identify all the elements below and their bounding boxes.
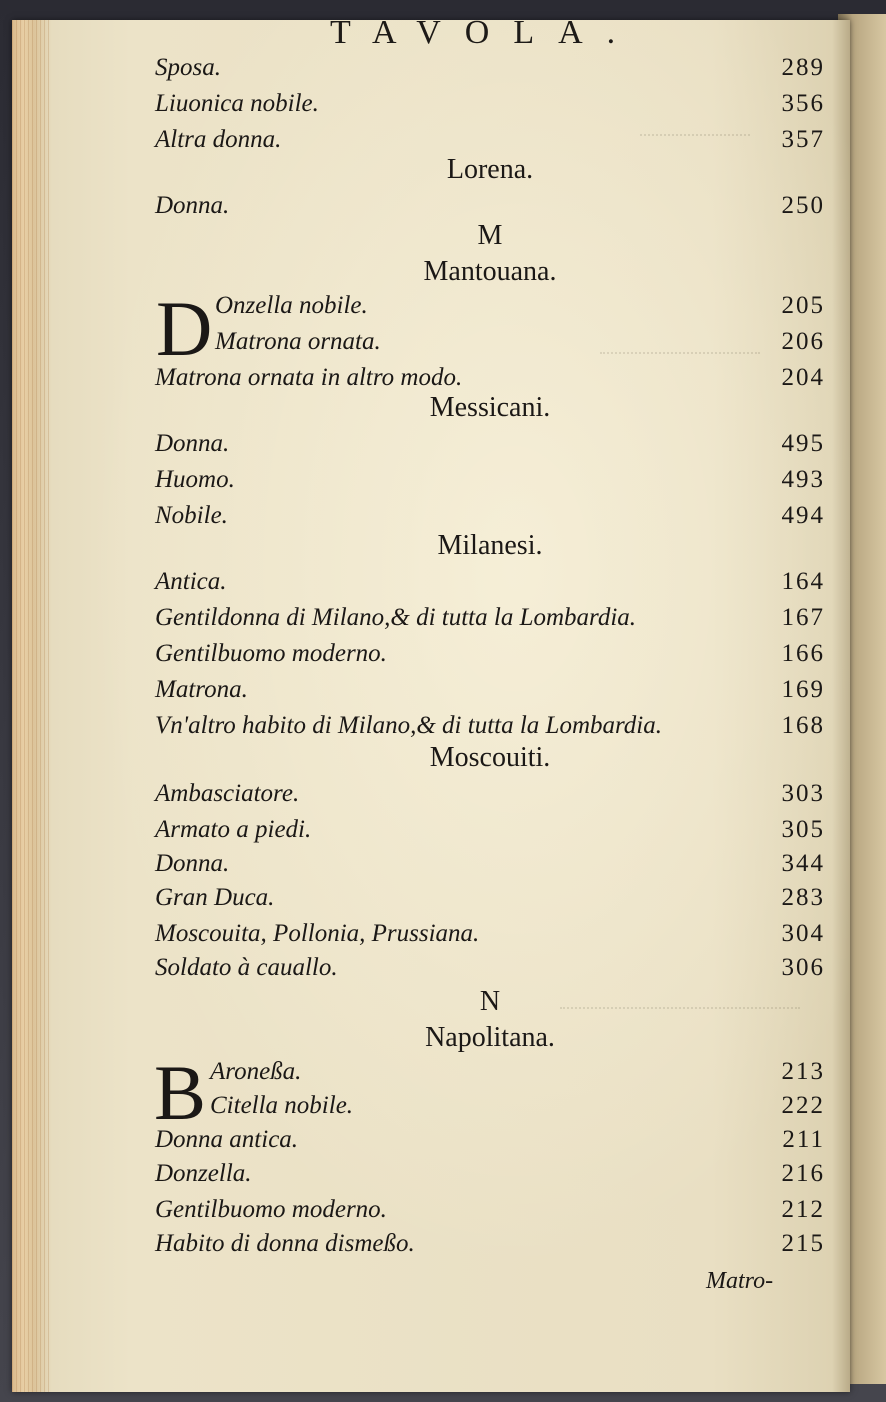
entry-page-number: 493 (781, 466, 825, 493)
entry-label: Armato a piedi. (155, 816, 312, 843)
entry-page-number: 204 (781, 364, 825, 391)
index-entry (155, 1126, 825, 1162)
index-entry (155, 850, 825, 886)
entry-label: Matrona. (155, 676, 248, 703)
entry-label: Gentilbuomo moderno. (155, 1196, 387, 1223)
section-heading-moscouiti: Moscouiti. (429, 742, 551, 773)
index-entry (155, 568, 825, 604)
entry-page-number: 304 (781, 920, 825, 947)
entry-label: Matrona ornata. (215, 328, 381, 355)
entry-page-number: 344 (781, 850, 825, 877)
index-entry (155, 1196, 825, 1232)
entry-page-number: 222 (781, 1092, 825, 1119)
index-entry (215, 328, 825, 364)
page-edges (12, 20, 50, 1392)
entry-page-number: 306 (781, 954, 825, 981)
section-heading-messicani: Messicani. (429, 392, 551, 423)
entry-label: Moscouita, Pollonia, Prussiana. (155, 920, 480, 947)
entry-page-number: 289 (781, 54, 825, 81)
index-entry (155, 676, 825, 712)
entry-page-number: 250 (781, 192, 825, 219)
entry-label: Ambasciatore. (155, 780, 300, 807)
entry-page-number: 211 (782, 1126, 825, 1153)
entry-page-number: 205 (781, 292, 825, 319)
page-header: TAVOLA. (330, 14, 640, 51)
section-heading-mantouana: Mantouana. (423, 256, 557, 287)
index-entry (155, 466, 825, 502)
index-entry (155, 780, 825, 816)
index-entry (210, 1058, 825, 1094)
entry-page-number: 212 (781, 1196, 825, 1223)
index-entry (155, 1160, 825, 1196)
section-heading-milanesi: Milanesi. (437, 530, 543, 561)
entry-label: Altra donna. (155, 126, 282, 153)
section-heading-lorena: Lorena. (446, 154, 534, 185)
entry-label: Onzella nobile. (215, 292, 368, 319)
entry-label: Huomo. (155, 466, 235, 493)
index-entry (215, 292, 825, 328)
catchword: Matro- (706, 1268, 774, 1294)
entry-label: Aroneßa. (210, 1058, 302, 1085)
entry-label: Sposa. (155, 54, 221, 81)
index-entry (155, 430, 825, 466)
entry-page-number: 283 (781, 884, 825, 911)
index-entry (155, 954, 825, 990)
entry-page-number: 215 (781, 1230, 825, 1257)
entry-label: Donna. (155, 850, 230, 877)
index-entry (155, 1230, 825, 1266)
entry-label: Nobile. (155, 502, 228, 529)
entry-page-number: 206 (781, 328, 825, 355)
entry-page-number: 166 (781, 640, 825, 667)
index-entry (155, 90, 825, 126)
index-entry (155, 816, 825, 852)
entry-page-number: 167 (781, 604, 825, 631)
section-heading-napolitana: Napolitana. (425, 1022, 555, 1053)
entry-label: Habito di donna dismeßo. (155, 1230, 415, 1257)
entry-label: Vn'altro habito di Milano,& di tutta la Lombardia. (155, 712, 662, 739)
index-entry (155, 640, 825, 676)
entry-label: Matrona ornata in altro modo. (155, 364, 463, 391)
entry-label: Soldato à cauallo. (155, 954, 338, 981)
entry-label: Donna antica. (155, 1126, 299, 1153)
entry-label: Donzella. (155, 1160, 252, 1187)
entry-page-number: 216 (781, 1160, 825, 1187)
entry-page-number: 305 (781, 816, 825, 843)
index-entry (155, 920, 825, 956)
entry-page-number: 164 (781, 568, 825, 595)
index-entry (155, 884, 825, 920)
entry-page-number: 495 (781, 430, 825, 457)
entry-page-number: 357 (781, 126, 825, 153)
entry-label: Gran Duca. (155, 884, 275, 911)
entry-page-number: 168 (781, 712, 825, 739)
drop-capital: B (154, 1049, 207, 1136)
entry-label: Antica. (155, 568, 227, 595)
index-entry (210, 1092, 825, 1128)
entry-page-number: 494 (781, 502, 825, 529)
letter-heading-m: M (477, 220, 503, 251)
letter-heading-n: N (479, 986, 501, 1017)
entry-page-number: 213 (781, 1058, 825, 1085)
index-entry (155, 604, 825, 640)
entry-label: Citella nobile. (210, 1092, 354, 1119)
entry-label: Gentildonna di Milano,& di tutta la Lombardia. (155, 604, 637, 631)
index-entry (155, 54, 825, 90)
entry-page-number: 303 (781, 780, 825, 807)
entry-page-number: 356 (781, 90, 825, 117)
entry-page-number: 169 (781, 676, 825, 703)
entry-label: Liuonica nobile. (155, 90, 319, 117)
entry-label: Donna. (155, 430, 230, 457)
drop-capital: D (156, 285, 213, 372)
entry-label: Gentilbuomo moderno. (155, 640, 387, 667)
entry-label: Donna. (155, 192, 230, 219)
